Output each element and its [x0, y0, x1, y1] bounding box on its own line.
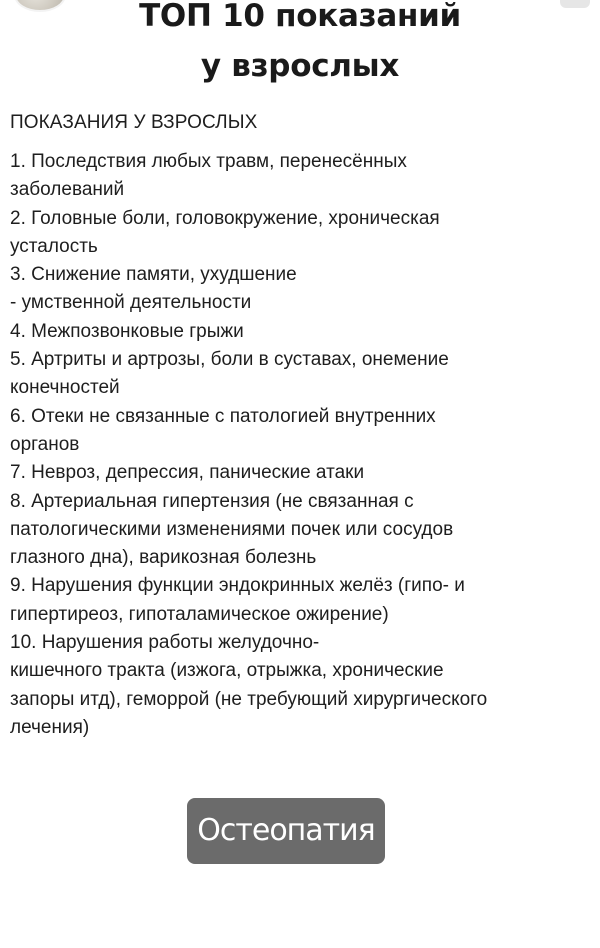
- list-item-line: 4. Межпозвонковые грыжи: [10, 320, 244, 342]
- list-item-line: органов: [10, 433, 80, 455]
- list-item-1: [10, 148, 590, 205]
- list-item-4: [10, 318, 590, 346]
- list-item-6: [10, 403, 590, 460]
- list-item-3: [10, 261, 590, 318]
- list-item-7: [10, 459, 590, 487]
- list-item-line: 1. Последствия любых травм, перенесённых: [10, 151, 407, 172]
- list-item-line: - умственной деятельности: [10, 292, 252, 314]
- section-heading: ПОКАЗАНИЯ У ВЗРОСЛЫХ: [10, 112, 258, 133]
- list-item-line: запоры итд), геморрой (не требующий хирургического: [10, 688, 488, 710]
- list-item-line: 2. Головные боли, головокружение, хроническая: [10, 207, 440, 229]
- page-title-line-1: ТОП 10 показаний: [139, 0, 461, 34]
- list-item-line: заболеваний: [10, 179, 125, 201]
- list-item-2: [10, 205, 590, 262]
- list-item-5: [10, 346, 590, 403]
- list-item-line: лечения): [10, 716, 90, 738]
- list-item-8: [10, 488, 590, 573]
- list-item-line: 8. Артериальная гипертензия (не связанная с: [10, 490, 414, 512]
- list-item-line: конечностей: [10, 377, 120, 399]
- list-item-line: патологическими изменениями почек или сосудов: [10, 518, 454, 540]
- list-item-line: 9. Нарушения функции эндокринных желёз (гипо- и: [10, 575, 465, 597]
- list-item-line: 3. Снижение памяти, ухудшение: [10, 264, 297, 286]
- list-item-line: 10. Нарушения работы желудочно-: [10, 632, 320, 654]
- list-item-line: 5. Артриты и артрозы, боли в суставах, онемение: [10, 349, 449, 371]
- list-item-line: кишечного тракта (изжога, отрыжка, хронические: [10, 660, 444, 682]
- list-item-line: 7. Невроз, депрессия, панические атаки: [10, 462, 365, 484]
- osteopathy-tag-button[interactable]: Остеопатия: [187, 798, 385, 864]
- list-item-9: [10, 572, 590, 629]
- list-item-line: усталость: [10, 235, 98, 257]
- indications-list: [10, 148, 590, 742]
- list-item-line: 6. Отеки не связанные с патологией внутренних: [10, 405, 436, 427]
- list-item-line: глазного дна), варикозная болезнь: [10, 547, 317, 569]
- list-item-10: [10, 629, 590, 742]
- list-item-line: гипертиреоз, гипоталамическое ожирение): [10, 603, 389, 625]
- page-title-line-2: у взрослых: [200, 48, 400, 84]
